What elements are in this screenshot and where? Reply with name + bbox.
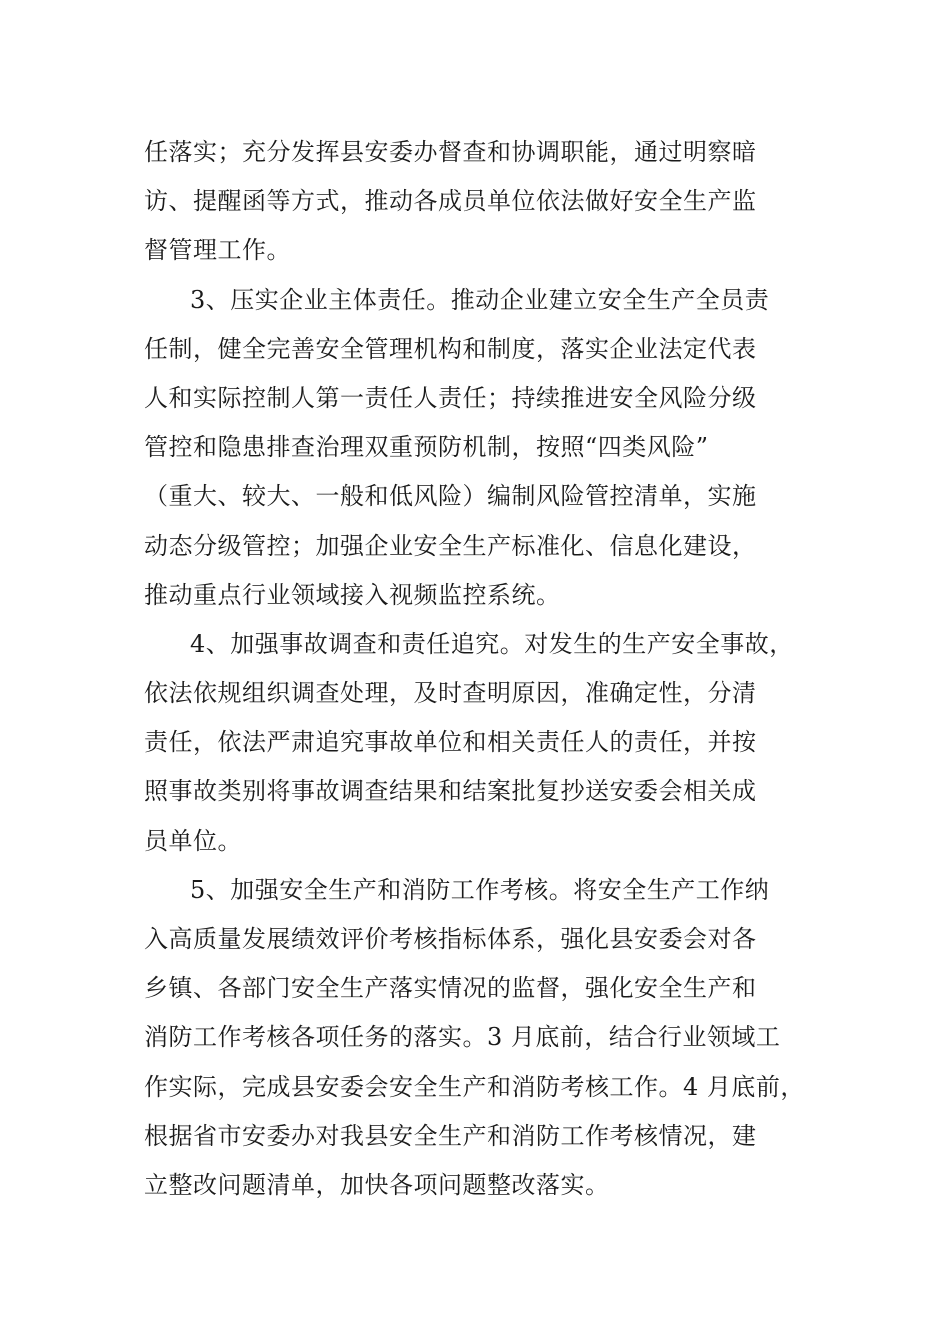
document-body <box>144 128 824 1210</box>
text-line: 任落实；充分发挥县安委办督查和协调职能，通过明察暗 <box>144 138 757 166</box>
text-line: 根据省市安委办对我县安全生产和消防工作考核情况，建 <box>144 1121 757 1150</box>
text-line: 动态分级管控；加强企业安全生产标准化、信息化建设， <box>144 531 757 560</box>
text-line: 依法依规组织调查处理，及时查明原因，准确定性，分清 <box>144 679 757 708</box>
text-line: 照事故类别将事故调查结果和结案批复抄送安委会相关成 <box>144 777 757 806</box>
text-line: 员单位。 <box>144 826 242 855</box>
text-line: （重大、较大、一般和低风险）编制风险管控清单，实施 <box>144 482 757 511</box>
text-line: 作实际，完成县安委会安全生产和消防考核工作。4 月底前， <box>144 1072 805 1101</box>
text-line: 3、压实企业主体责任。推动企业建立安全生产全员责 <box>190 285 770 314</box>
text-line: 推动重点行业领域接入视频监控系统。 <box>144 580 561 609</box>
text-line: 任制，健全完善安全管理机构和制度，落实企业法定代表 <box>144 334 757 363</box>
text-line: 责任，依法严肃追究事故单位和相关责任人的责任，并按 <box>144 728 757 757</box>
text-line: 管控和隐患排查治理双重预防机制，按照“四类风险” <box>144 433 709 462</box>
text-line: 人和实际控制人第一责任人责任；持续推进安全风险分级 <box>144 383 757 412</box>
text-line: 5、加强安全生产和消防工作考核。将安全生产工作纳 <box>190 875 770 904</box>
paragraph-item-4 <box>144 620 824 866</box>
paragraph-continued <box>144 128 824 276</box>
paragraph-item-3 <box>144 276 824 620</box>
text-line: 立整改问题清单，加快各项问题整改落实。 <box>144 1170 610 1199</box>
text-line: 督管理工作。 <box>144 236 291 265</box>
text-line: 消防工作考核各项任务的落实。3 月底前，结合行业领域工 <box>144 1023 781 1052</box>
text-line: 访、提醒函等方式，推动各成员单位依法做好安全生产监 <box>144 187 757 216</box>
text-line: 4、加强事故调查和责任追究。对发生的生产安全事故， <box>190 629 794 658</box>
text-line: 乡镇、各部门安全生产落实情况的监督，强化安全生产和 <box>144 974 757 1003</box>
text-line: 入高质量发展绩效评价考核指标体系，强化县安委会对各 <box>144 925 757 953</box>
paragraph-item-5 <box>144 866 824 1210</box>
